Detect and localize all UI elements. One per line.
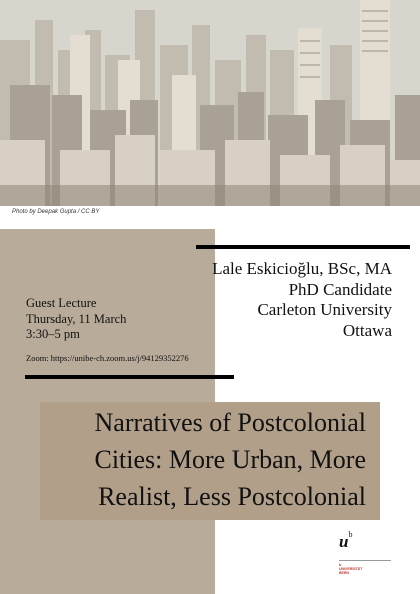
skyline-illustration [0,0,420,206]
event-type: Guest Lecture [26,296,97,310]
title-line-2: Cities: More Urban, More [94,445,366,474]
logo-text-line-1: b [339,563,342,567]
cityscape-photo [0,0,420,206]
speaker-role: PhD Candidate [288,279,392,299]
event-date: Thursday, 11 March [26,311,127,326]
speaker-city: Ottawa [342,320,392,340]
speaker-name: Lale Eskicioğlu, BSc, MA [212,259,392,278]
speaker-block [212,259,392,341]
logo-text-line-2: UNIVERSITÄT [339,567,363,571]
logo-rule [339,560,391,561]
title-line-1: Narratives of Postcolonial [94,408,366,437]
lecture-title-box [40,402,380,520]
event-time: 3:30–5 pm [26,327,80,341]
photo-credit: Photo by Deepak Gupta / CC BY [12,209,100,215]
lecture-info [26,296,126,343]
top-divider-rule [196,245,410,249]
speaker-institution: Carleton University [257,300,392,319]
title-line-3: Realist, Less Postcolonial [98,482,366,511]
university-logo [333,530,389,575]
middle-divider-rule [25,375,234,379]
logo-text [339,563,362,575]
logo-mark [339,532,352,552]
logo-letter: u [339,532,349,551]
logo-superscript: b [348,530,353,539]
logo-text-line-3: BERN [339,571,349,575]
zoom-link[interactable]: Zoom: https://unibe-ch.zoom.us/j/94129352276 [26,353,189,363]
